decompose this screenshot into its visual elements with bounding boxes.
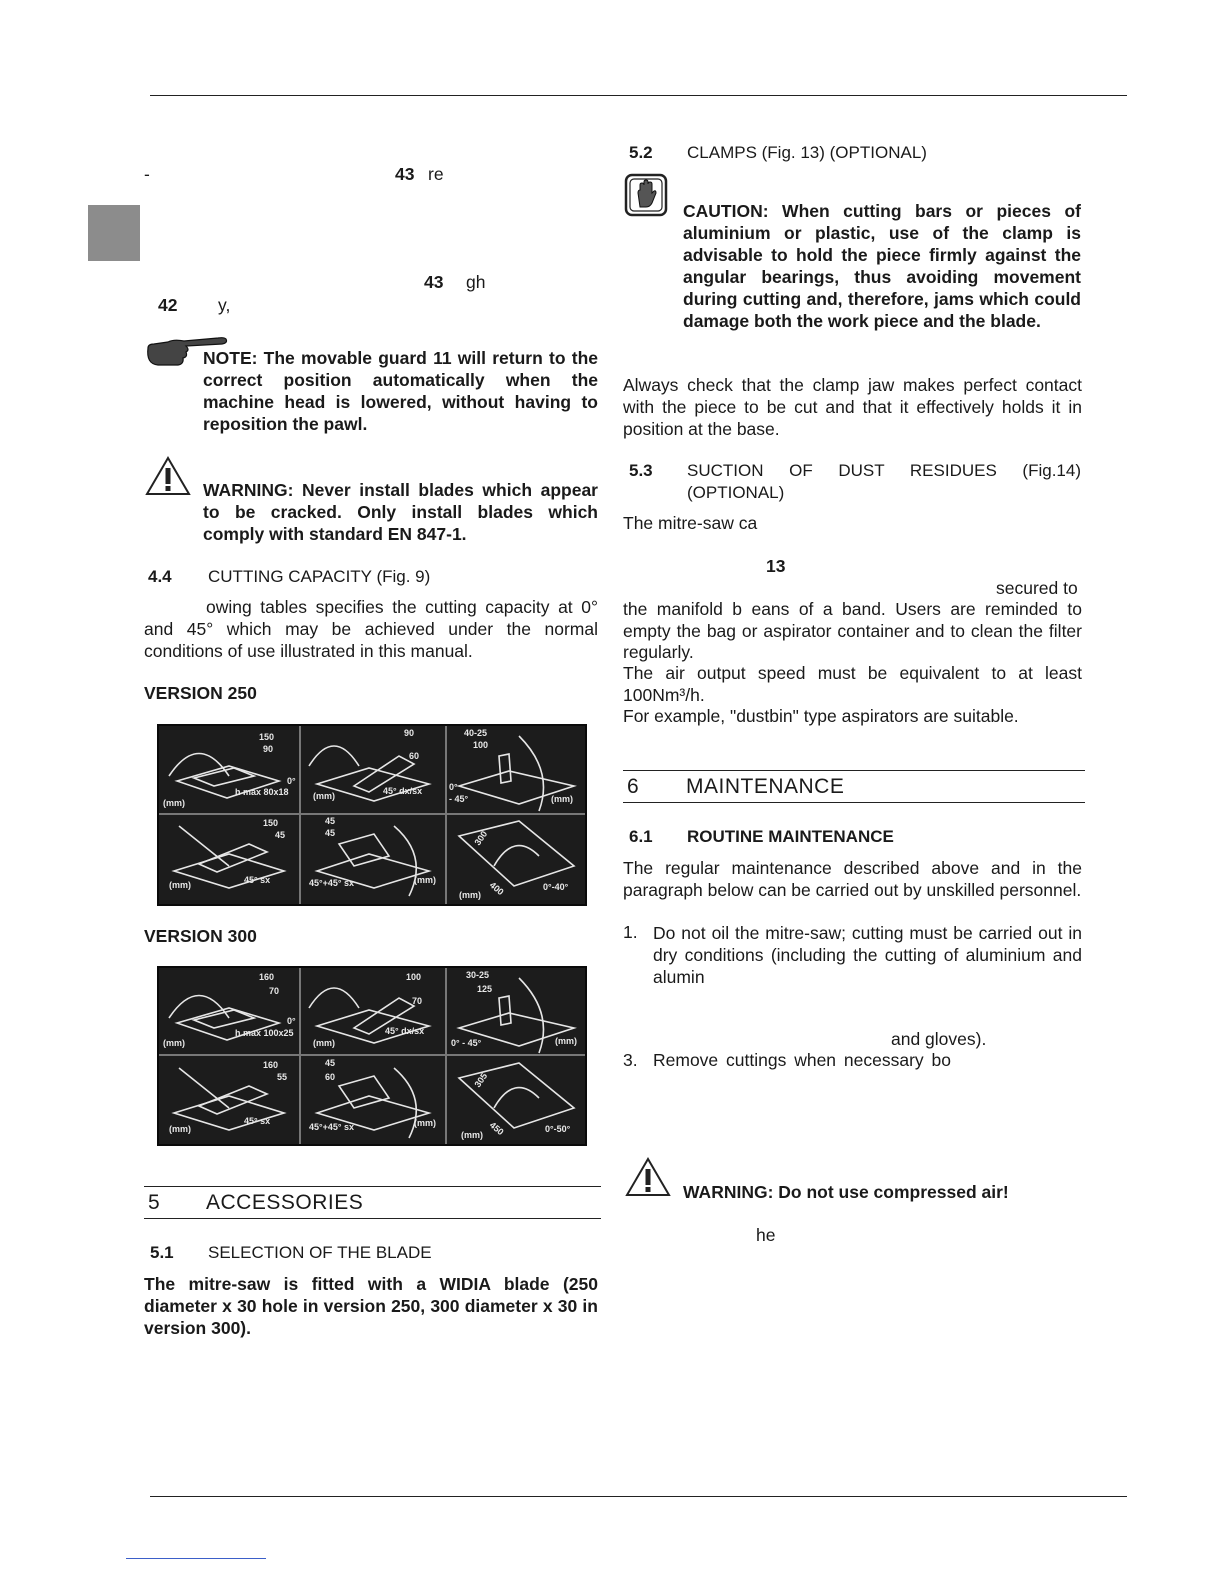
warning-label: WARNING: [203, 480, 288, 500]
warning-text: : Never install blades which appear to be cracked. Only install blades which comply with standard EN 847-1.: [203, 480, 598, 544]
cutting-capacity-figure-250: [157, 724, 587, 906]
section-5-top-rule: [144, 1186, 601, 1187]
caution-text: : When cutting bars or pieces of aluminium or plastic, use of the clamp is advisable to hold the piece firmly against the angular bearings, thus avoiding movement during cutting and, therefore, jams which could damage both the work piece and the blade.: [683, 201, 1081, 331]
section-5-3-air: The air output speed must be equivalent to at least 100Nm³/h.: [623, 663, 1082, 705]
section-6-top-rule: [623, 770, 1085, 771]
section-5-3-example: For example, "dustbin" type aspirators are suitable.: [623, 706, 1019, 726]
fig250-c3-e: (mm): [551, 794, 573, 804]
section-5-1-title: SELECTION OF THE BLADE: [208, 1243, 432, 1262]
fig250-c1-b: 90: [263, 744, 274, 754]
version-300-label: VERSION 300: [144, 926, 257, 946]
section-5-bottom-rule: [144, 1218, 601, 1219]
fig300-c3-c: 0° - 45°: [451, 1038, 482, 1048]
caution-box: [683, 200, 1081, 332]
section-6-1-body: The regular maintenance described above and in the paragraph below can be carried out by unskilled personnel.: [623, 858, 1082, 900]
note-label: NOTE: [203, 348, 252, 368]
fig300-c6-b: 450: [487, 1119, 506, 1138]
fig300-c3-a: 30-25: [466, 970, 490, 980]
fragment-dash: -: [144, 164, 150, 184]
fig250-c1-a: 150: [259, 732, 275, 742]
item-3-text: Remove cuttings when necessary bo: [653, 1050, 951, 1070]
fig250-c4-a: 150: [263, 818, 279, 828]
footer-rule: [150, 1496, 1127, 1497]
section-5-2-title: CLAMPS (Fig. 13) (OPTIONAL): [687, 143, 927, 162]
section-5-3-title: SUCTION OF DUST RESIDUES (Fig.14): [687, 461, 1081, 480]
section-4-4-body: owing tables specifies the cutting capacity at 0° and 45° which may be achieved under the normal conditions of use illustrated in this manual.: [144, 597, 598, 661]
fragment-text-gh: gh: [466, 272, 486, 292]
warning-2-text: : Do not use compressed air!: [767, 1182, 1009, 1202]
fig300-c2-c: 45° dx/sx: [385, 1026, 425, 1036]
fig250-c5-b: 45: [325, 828, 336, 838]
fig300-cell-1: [163, 972, 296, 1048]
fig250-cell-1: [163, 732, 296, 808]
fig300-c4-c: 45° sx: [244, 1116, 271, 1126]
fig300-c4-b: 55: [277, 1072, 288, 1082]
section-6-1-number: 6.1: [629, 827, 653, 846]
fragment-text: re: [428, 164, 444, 184]
fig250-c6-a: 300: [472, 829, 490, 848]
fig300-cell-2: [309, 972, 429, 1048]
fig300-c6-a: 305: [472, 1071, 490, 1090]
fig300-c2-d: (mm): [313, 1038, 335, 1048]
fig250-cell-3: [449, 728, 574, 811]
clamp-body: Always check that the clamp jaw makes perfect contact with the piece to be cut and that it effectively holds it in position at the base.: [623, 375, 1082, 439]
fragment-text-y: y,: [218, 295, 231, 315]
fig300-cell-6: [459, 1063, 574, 1140]
section-5-3-body: the manifold b eans of a band. Users are reminded to empty the bag or aspirator container and to clean the filter regularly.: [623, 599, 1082, 662]
fig300-c4-d: (mm): [169, 1124, 191, 1134]
section-4-4-number: 4.4: [148, 567, 172, 586]
fig300-c2-b: 70: [412, 996, 423, 1006]
fig300-c5-c: 45°+45° sx: [309, 1122, 354, 1132]
fig250-c3-b: 100: [473, 740, 489, 750]
item-1-text: Do not oil the mitre-saw; cutting must be carried out in dry conditions (including the cutting of aluminium and alumin: [653, 923, 1082, 987]
fig250-c2-d: (mm): [313, 791, 335, 801]
section-6-number: 6: [627, 775, 640, 798]
warning-box-2: [683, 1182, 1009, 1203]
fig300-c6-c: 0°-50°: [545, 1124, 571, 1134]
fig250-c1-e: (mm): [163, 798, 185, 808]
fig300-c3-d: (mm): [555, 1036, 577, 1046]
fig250-cell-6: [459, 821, 574, 900]
fig250-c2-c: 45° dx/sx: [383, 786, 423, 796]
stop-hand-icon: [624, 173, 670, 224]
fig250-cell-5: [309, 816, 436, 896]
section-6-1-title: ROUTINE MAINTENANCE: [687, 827, 894, 846]
fig300-c5-b: 60: [325, 1072, 336, 1082]
fig250-c4-b: 45: [275, 830, 286, 840]
fig300-c5-a: 45: [325, 1058, 336, 1068]
fig250-c3-c: 0°: [449, 782, 458, 792]
fig250-c2-b: 60: [409, 751, 420, 761]
warning-2-label: WARNING: [683, 1182, 768, 1202]
section-6-bottom-rule: [623, 802, 1085, 803]
fig300-c5-d: (mm): [414, 1118, 436, 1128]
cutting-capacity-figure-300: [157, 966, 587, 1146]
fig250-cell-2: [309, 728, 429, 801]
header-rule: [150, 95, 1127, 96]
footer-link-line: [126, 1558, 266, 1559]
section-5-1-body: The mitre-saw is fitted with a WIDIA blade (250 diameter x 30 hole in version 250, 300 diameter x 30 in version 300).: [144, 1274, 598, 1338]
fig300-cell-5: [309, 1058, 436, 1138]
section-5-3-secured: secured to: [996, 578, 1078, 598]
fig300-c1-c: 0°: [287, 1016, 296, 1026]
fig300-cell-3: [451, 970, 577, 1053]
section-5-2-number: 5.2: [629, 143, 653, 162]
section-5-title: ACCESSORIES: [206, 1191, 364, 1214]
chapter-tab: [88, 205, 140, 261]
fig250-cell-4: [169, 818, 285, 890]
warning-triangle-icon: [144, 455, 192, 502]
fig300-c4-a: 160: [263, 1060, 279, 1070]
fig250-c4-c: 45° sx: [244, 875, 271, 885]
section-5-1-number: 5.1: [150, 1243, 174, 1262]
fig250-c6-d: (mm): [459, 890, 481, 900]
fig250-c3-a: 40-25: [464, 728, 488, 738]
section-6-title: MAINTENANCE: [686, 775, 845, 798]
fragment-num-42: 42: [158, 295, 178, 315]
caution-label: CAUTION: [683, 201, 763, 221]
fig300-c1-a: 160: [259, 972, 275, 982]
section-4-4-title: CUTTING CAPACITY (Fig. 9): [208, 567, 431, 586]
fig300-c1-d: h max 100x25: [235, 1028, 294, 1038]
fig250-c1-d: h max 80x18: [235, 787, 289, 797]
fig300-c1-e: (mm): [163, 1038, 185, 1048]
fig250-c5-c: 45°+45° sx: [309, 878, 354, 888]
fig300-c6-d: (mm): [461, 1130, 483, 1140]
fragment-num-43: 43: [395, 164, 415, 184]
warning-box-1: [203, 479, 598, 545]
fig250-c5-a: 45: [325, 816, 336, 826]
fig300-c3-b: 125: [477, 984, 493, 994]
fig250-c1-c: 0°: [287, 776, 296, 786]
fig250-c5-d: (mm): [414, 875, 436, 885]
fragment-he: he: [756, 1225, 776, 1245]
item-1-number: 1.: [623, 922, 638, 942]
section-5-3-number: 5.3: [629, 461, 653, 480]
version-250-label: VERSION 250: [144, 683, 257, 703]
fig250-c2-a: 90: [404, 728, 415, 738]
fragment-num-43b: 43: [424, 272, 444, 292]
item-2-tail: and gloves).: [891, 1029, 987, 1049]
fig250-c4-d: (mm): [169, 880, 191, 890]
fig250-c3-d: - 45°: [449, 794, 469, 804]
section-5-3-title-2: (OPTIONAL): [687, 483, 785, 502]
note-text: : The movable guard 11 will return to the correct position automatically when the machine head is lowered, without having to reposition the pawl.: [203, 348, 598, 434]
section-5-3-start: The mitre-saw ca: [623, 513, 758, 533]
fig300-cell-4: [169, 1060, 287, 1134]
fig250-c6-b: 400: [487, 879, 506, 898]
section-5-3-num: 13: [766, 556, 786, 576]
note-box: [203, 347, 598, 435]
item-3-number: 3.: [623, 1050, 638, 1070]
fig300-c1-b: 70: [269, 986, 280, 996]
warning-triangle-icon: [624, 1156, 672, 1203]
section-5-number: 5: [148, 1191, 161, 1214]
fig250-c6-c: 0°-40°: [543, 882, 569, 892]
fig300-c2-a: 100: [406, 972, 422, 982]
